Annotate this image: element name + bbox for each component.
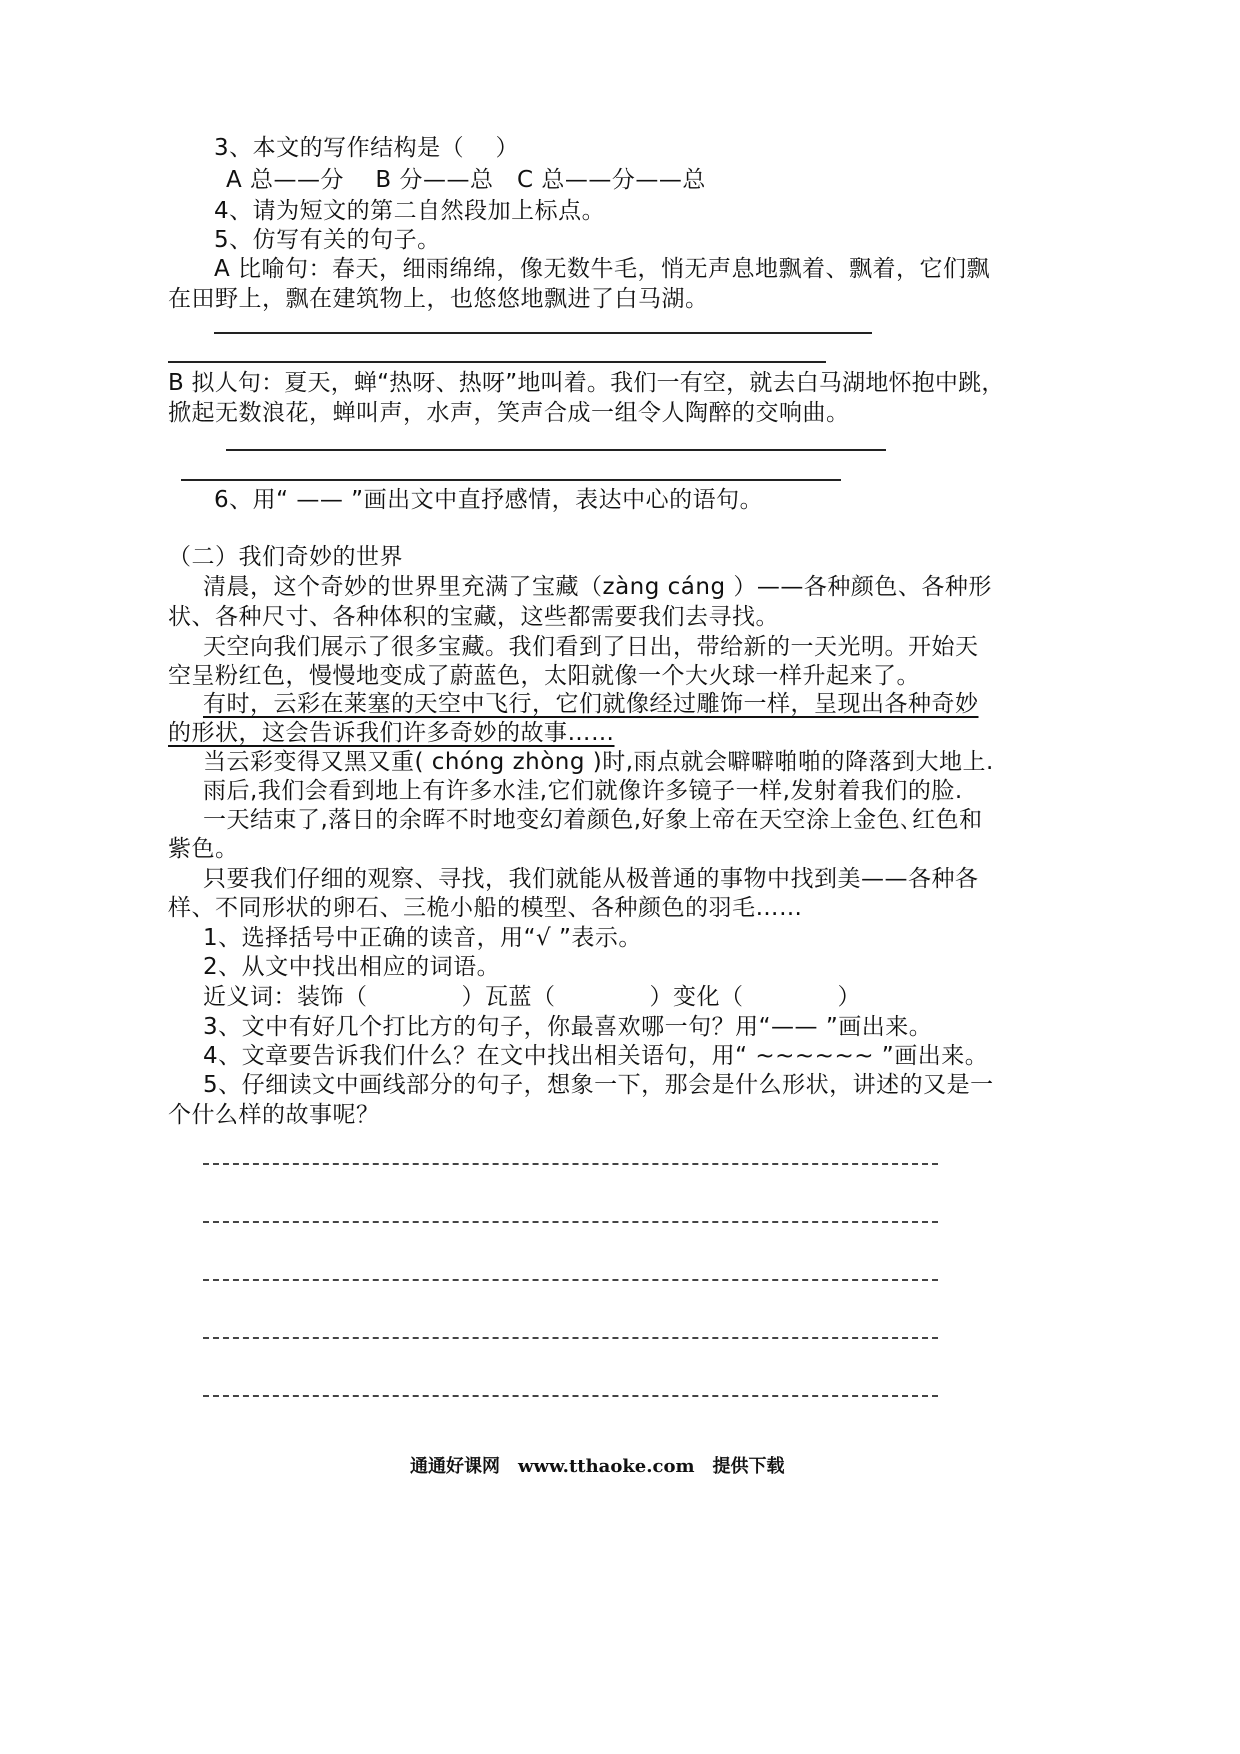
paragraph-1-line-1: 清晨，这个奇妙的世界里充满了宝藏（zàng cáng ）——各种颜色、各种形 bbox=[203, 574, 992, 600]
question-3-options: A 总——分 B 分——总 C 总——分——总 bbox=[226, 167, 706, 193]
question-5b-line-2: 掀起无数浪花，蝉叫声，水声，笑声合成一组令人陶醉的交响曲。 bbox=[168, 400, 850, 426]
question-5b-line-1: B 拟人句：夏天，蝉“热呀、热呀”地叫着。我们一有空，就去白马湖地怀抱中跳， bbox=[168, 370, 1005, 396]
exercise-3: 3、文中有好几个打比方的句子，你最喜欢哪一句？用“—— ”画出来。 bbox=[203, 1014, 933, 1040]
paragraph-1-line-2: 状、各种尺寸、各种体积的宝藏，这些都需要我们去寻找。 bbox=[168, 604, 779, 630]
paragraph-7-line-1: 只要我们仔细的观察、寻找，我们就能从极普通的事物中找到美——各种各 bbox=[203, 866, 979, 892]
paragraph-5: 雨后,我们会看到地上有许多水洼,它们就像许多镜子一样,发射着我们的脸. bbox=[203, 778, 963, 804]
answer-line[interactable] bbox=[203, 1279, 938, 1281]
answer-line[interactable] bbox=[214, 332, 872, 334]
answer-line[interactable] bbox=[203, 1163, 938, 1165]
exercise-5-line-2: 个什么样的故事呢？ bbox=[168, 1102, 380, 1128]
question-6: 6、用“ —— ”画出文中直抒感情，表达中心的语句。 bbox=[214, 487, 764, 513]
exercise-2: 2、从文中找出相应的词语。 bbox=[203, 954, 501, 980]
paragraph-3-line-2: 的形状，这会告诉我们许多奇妙的故事…… bbox=[168, 720, 615, 746]
exercise-2-words: 近义词：装饰（ ）瓦蓝（ ）变化（ ） bbox=[203, 984, 861, 1010]
answer-line[interactable] bbox=[203, 1337, 938, 1339]
paragraph-6-line-2: 紫色。 bbox=[168, 836, 239, 862]
paragraph-4: 当云彩变得又黑又重( chóng zhòng )时,雨点就会噼噼啪啪的降落到大地上. bbox=[203, 749, 994, 775]
question-3: 3、本文的写作结构是（ ） bbox=[214, 135, 519, 161]
answer-line[interactable] bbox=[168, 361, 826, 363]
paragraph-2-line-2: 空呈粉红色，慢慢地变成了蔚蓝色，太阳就像一个大火球一样升起来了。 bbox=[168, 663, 920, 689]
exercise-5-line-1: 5、仔细读文中画线部分的句子，想象一下，那会是什么形状，讲述的又是一 bbox=[203, 1072, 994, 1098]
exercise-4: 4、文章要告诉我们什么？在文中找出相关语句，用“ ~~~~~~ ”画出来。 bbox=[203, 1043, 989, 1069]
question-5a-line-2: 在田野上，飘在建筑物上，也悠悠地飘进了白马湖。 bbox=[168, 286, 709, 312]
answer-line[interactable] bbox=[181, 479, 841, 481]
question-5a-line-1: A 比喻句：春天，细雨绵绵，像无数牛毛，悄无声息地飘着、飘着，它们飘 bbox=[214, 256, 991, 282]
paragraph-7-line-2: 样、不同形状的卵石、三桅小船的模型、各种颜色的羽毛…… bbox=[168, 895, 803, 921]
paragraph-3-line-1: 有时，云彩在莱塞的天空中飞行，它们就像经过雕饰一样，呈现出各种奇妙 bbox=[203, 691, 979, 717]
answer-line[interactable] bbox=[203, 1395, 938, 1397]
question-4: 4、请为短文的第二自然段加上标点。 bbox=[214, 198, 606, 224]
section-heading: （二）我们奇妙的世界 bbox=[168, 544, 403, 570]
answer-line[interactable] bbox=[203, 1221, 938, 1223]
paragraph-6-line-1: 一天结束了,落日的余晖不时地变幻着颜色,好象上帝在天空涂上金色､红色和 bbox=[203, 807, 983, 833]
exercise-1: 1、选择括号中正确的读音，用“√ ”表示。 bbox=[203, 925, 642, 951]
answer-line[interactable] bbox=[226, 449, 886, 451]
paragraph-2-line-1: 天空向我们展示了很多宝藏。我们看到了日出，带给新的一天光明。开始天 bbox=[203, 634, 979, 660]
question-5: 5、仿写有关的句子。 bbox=[214, 227, 441, 253]
footer-credit: 通通好课网 www.tthaoke.com 提供下载 bbox=[410, 1456, 785, 1477]
